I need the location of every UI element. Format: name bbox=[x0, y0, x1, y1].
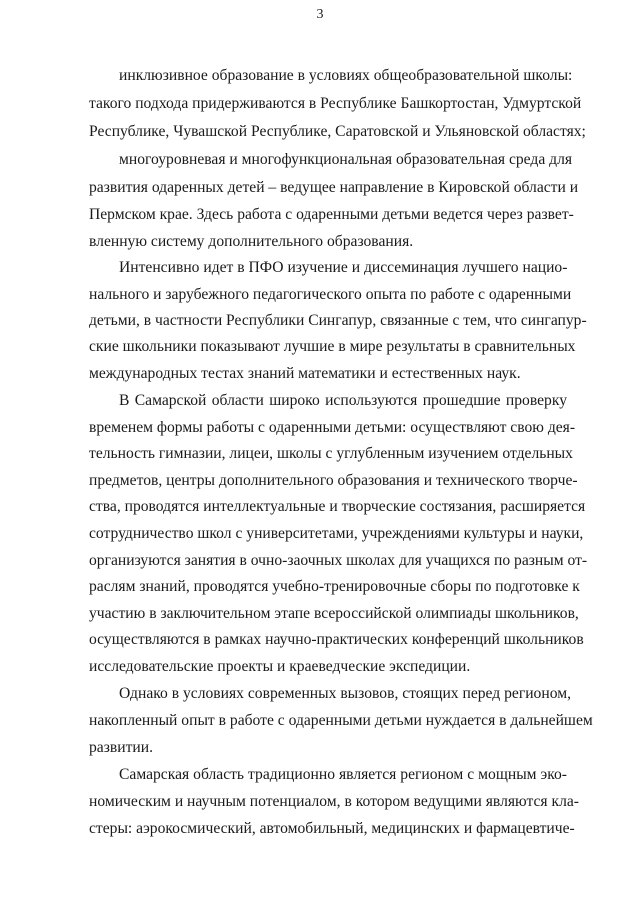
paragraph-4-line-1: В Самарской области широко используются прошедшие проверку bbox=[119, 392, 567, 409]
paragraph-2-line-2: развития одаренных детей – ведущее направление в Кировской области и bbox=[89, 179, 579, 196]
paragraph-4-line-6: сотрудничество школ с университетами, учреждениями культуры и науки, bbox=[89, 525, 584, 542]
paragraph-1-line-1: инклюзивное образование в условиях общеобразовательной школы: bbox=[119, 67, 573, 84]
paragraph-4-line-9: участию в заключительном этапе всероссийской олимпиады школьников, bbox=[89, 605, 579, 622]
paragraph-1-line-3: Республике, Чувашской Республике, Саратовской и Ульяновской областях; bbox=[89, 123, 586, 140]
paragraph-2-line-1: многоуровневая и многофункциональная образовательная среда для bbox=[119, 151, 573, 168]
paragraph-3-line-2: нального и зарубежного педагогического опыта по работе с одаренными bbox=[89, 286, 572, 303]
paragraph-3-line-5: международных тестах знаний математики и естественных наук. bbox=[89, 365, 521, 382]
paragraph-4-line-10: осуществляются в рамках научно-практических конференций школьников bbox=[89, 631, 584, 648]
paragraph-6-line-2: номическим и научным потенциалом, в котором ведущими являются кла- bbox=[89, 793, 579, 810]
paragraph-3-line-1: Интенсивно идет в ПФО изучение и диссеминация лучшего нацио- bbox=[119, 259, 568, 276]
paragraph-4-line-2: временем формы работы с одаренными детьми: осуществляют свою дея- bbox=[89, 419, 576, 436]
paragraph-3-line-4: ские школьники показывают лучшие в мире результаты в сравнительных bbox=[89, 338, 576, 355]
paragraph-2-line-3: Пермском крае. Здесь работа с одаренными детьми ведется через развет- bbox=[89, 206, 574, 223]
paragraph-4-line-11: исследовательские проекты и краеведческие экспедиции. bbox=[89, 658, 471, 675]
paragraph-4-line-5: ства, проводятся интеллектуальные и творческие состязания, расширяется bbox=[89, 498, 586, 515]
paragraph-4-line-4: предметов, центры дополнительного образования и технического творче- bbox=[89, 472, 578, 489]
paragraph-5-line-3: развитии. bbox=[89, 739, 153, 756]
paragraph-6-line-3: стеры: аэрокосмический, автомобильный, медицинских и фармацевтиче- bbox=[89, 820, 575, 837]
paragraph-2-line-4: вленную систему дополнительного образования. bbox=[89, 233, 414, 250]
paragraph-6-line-1: Самарская область традиционно является регионом с мощным эко- bbox=[119, 766, 567, 783]
paragraph-5-line-2: накопленный опыт в работе с одаренными детьми нуждается в дальнейшем bbox=[89, 712, 593, 729]
paragraph-4-line-3: тельность гимназии, лицеи, школы с углубленным изучением отдельных bbox=[89, 445, 573, 462]
paragraph-3-line-3: детьми, в частности Республики Сингапур, связанные с тем, что сингапур- bbox=[89, 312, 587, 329]
paragraph-5-line-1: Однако в условиях современных вызовов, стоящих перед регионом, bbox=[119, 685, 571, 702]
paragraph-4-line-8: раслям знаний, проводятся учебно-тренировочные сборы по подготовке к bbox=[89, 578, 580, 595]
page-number: 3 bbox=[316, 7, 324, 22]
paragraph-1-line-2: такого подхода придерживаются в Республике Башкортостан, Удмуртской bbox=[89, 95, 582, 112]
paragraph-4-line-7: организуются занятия в очно-заочных школах для учащихся по разным от- bbox=[89, 552, 588, 569]
